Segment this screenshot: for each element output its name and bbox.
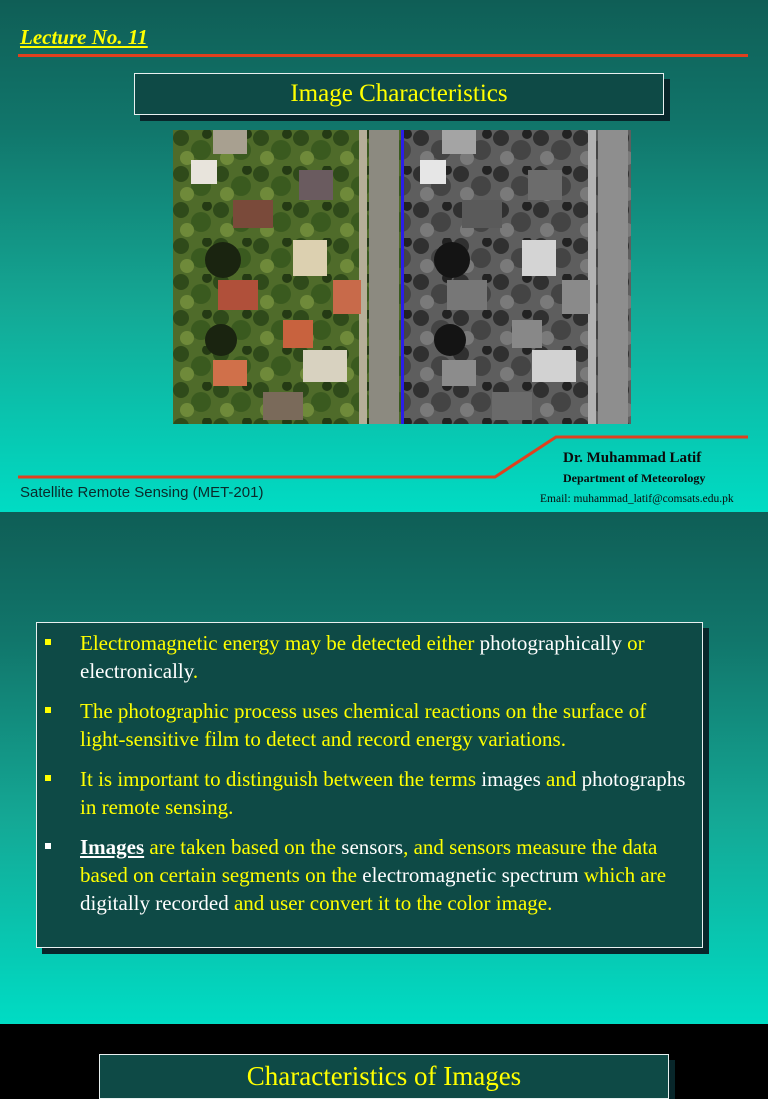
bullet-segment: and bbox=[540, 767, 582, 791]
grayscale-half bbox=[402, 130, 631, 424]
bullet-item bbox=[45, 765, 695, 821]
course-name: Satellite Remote Sensing (MET-201) bbox=[20, 484, 264, 501]
bullet-text bbox=[80, 833, 695, 917]
slide-2 bbox=[0, 512, 768, 1091]
bullet-item bbox=[45, 629, 695, 685]
bullet-segment: are taken based on the bbox=[144, 835, 342, 859]
bullet-segment: images bbox=[481, 767, 541, 791]
department: Department of Meteorology bbox=[563, 471, 706, 485]
bullet-segment: which are bbox=[578, 863, 667, 887]
bullet-segment: , and sensors measure the data based on certain segments on the bbox=[80, 835, 658, 887]
slide-title: Image Characteristics bbox=[134, 73, 664, 115]
square-bullet-icon bbox=[45, 639, 51, 645]
lecture-number: Lecture No. 11 bbox=[20, 25, 148, 49]
bullet-item bbox=[45, 833, 695, 917]
bullet-segment: sensors bbox=[341, 835, 404, 859]
bullet-panel bbox=[36, 622, 703, 948]
color-half bbox=[173, 130, 402, 424]
author-name: Dr. Muhammad Latif bbox=[563, 450, 702, 466]
bullet-segment: . bbox=[192, 659, 199, 683]
bullet-segment: and user convert it to the color image. bbox=[228, 891, 553, 915]
bullet-segment: electronically bbox=[80, 659, 193, 683]
slide-title: Characteristics of Images bbox=[99, 1054, 669, 1099]
bullet-text bbox=[80, 765, 695, 821]
bullet-text bbox=[80, 629, 695, 685]
square-bullet-icon bbox=[45, 843, 51, 849]
bullet-item bbox=[45, 697, 695, 753]
bullet-segment: photographically bbox=[479, 631, 622, 655]
bullet-segment: The photographic process uses chemical reactions on the surface of light-sensitive film to detect and record energy variations. bbox=[80, 699, 647, 751]
bullet-text bbox=[80, 697, 695, 753]
square-bullet-icon bbox=[45, 775, 51, 781]
bullet-segment: It is important to distinguish between the terms bbox=[80, 767, 482, 791]
bullet-segment: photographs bbox=[581, 767, 686, 791]
aerial-photo bbox=[173, 130, 631, 424]
bullet-segment: in remote sensing. bbox=[80, 795, 234, 819]
slide-1 bbox=[0, 0, 768, 512]
top-rule bbox=[18, 54, 748, 57]
square-bullet-icon bbox=[45, 707, 51, 713]
email-address: Email: muhammad_latif@comsats.edu.pk bbox=[540, 493, 734, 505]
bullet-segment: Electromagnetic energy may be detected either bbox=[80, 631, 480, 655]
bullet-segment: electromagnetic spectrum bbox=[362, 863, 579, 887]
divider-line bbox=[401, 130, 404, 424]
bullet-segment: digitally recorded bbox=[80, 891, 229, 915]
bullet-segment: Images bbox=[80, 835, 145, 859]
bullet-segment: or bbox=[621, 631, 645, 655]
